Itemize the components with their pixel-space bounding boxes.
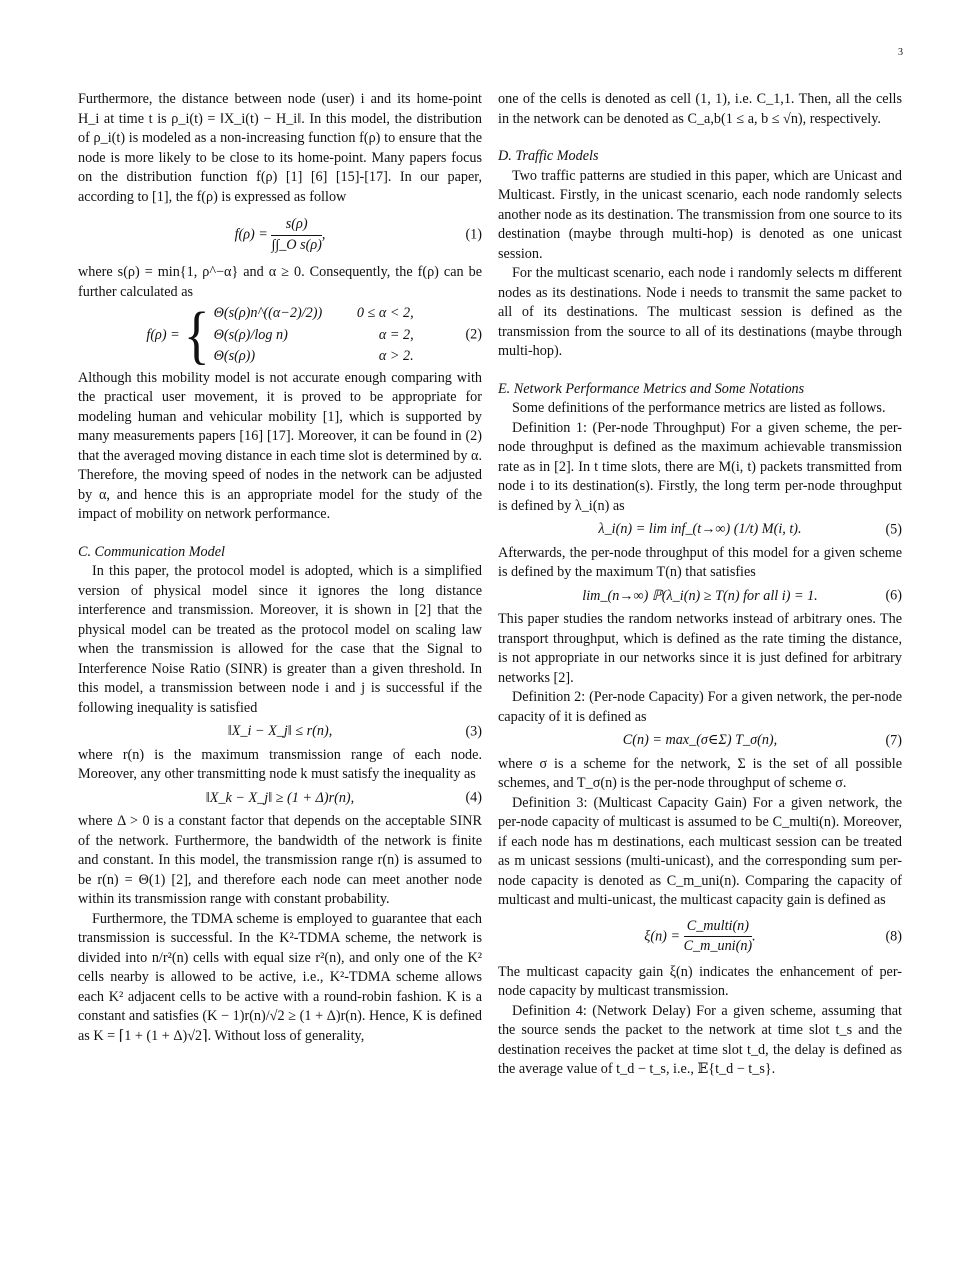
denominator: ∫∫_O s(ρ) — [271, 236, 322, 253]
equation-tail: . — [752, 927, 756, 944]
fraction — [684, 917, 753, 957]
case-expr: Θ(s(ρ)) — [213, 348, 256, 364]
numerator: C_multi(n) — [684, 917, 753, 938]
paragraph: For the multicast scenario, each node i randomly selects m different nodes as its destinations. Node i needs to transmit the same packet to all of its destinations. The multicast session is defined as the transmission from the source to all of its destinations (maybe through multi-hop). — [498, 265, 902, 359]
equation-4 — [78, 789, 482, 809]
equation-lhs: f(ρ) = — [234, 226, 272, 243]
equation-number: (1) — [465, 226, 482, 243]
paragraph: Two traffic patterns are studied in this paper, which are Unicast and Multicast. Firstly, in the unicast scenario, each node randomly selects another node as its destination. The transmission from one source to its destination (maybe through multi-hop) is denoted as one unicast session. — [498, 167, 902, 262]
case-expr: Θ(s(ρ)n^((α−2)/2)) — [213, 305, 323, 321]
equation-number: (2) — [465, 326, 482, 343]
paragraph: Definition 1: (Per-node Throughput) For a given scheme, the per-node throughput is defined as the maximum achievable transmission rate as in [2]. In t time slots, there are M(i, t) packets transmitted from node i to its destination(s). Firstly, the long term per-node throughput is defined by λ_i(n) as — [498, 419, 902, 514]
equation-2 — [78, 299, 482, 372]
case-expr: Θ(s(ρ)/log n) — [213, 326, 288, 343]
paragraph: Furthermore, the distance between node (user) i and its home-point H_i at time t is ρ_i(t) = ‖X_i(t) − H_i‖. In this model, the distribution of ρ_i(t) is modeled as a non-increasing function f(ρ) to ensure that the node is more likely to be close to its home-point. Many papers focus on the distribution function f(ρ) [1] [6] [15]-[17]. In our paper, according to [1], the f(ρ) is expressed as follow — [78, 91, 482, 205]
cases — [146, 299, 414, 372]
case-cond: α = 2, — [378, 326, 414, 343]
paragraph: Afterwards, the per-node throughput of this model for a given scheme is defined by the maximum T(n) that satisfies — [498, 544, 902, 580]
equation-lhs: ξ(n) = — [644, 927, 684, 944]
equation-body: ‖X_k − X_j‖ ≥ (1 + Δ)r(n), — [205, 789, 355, 806]
equation-tail: , — [321, 226, 326, 243]
fraction — [271, 215, 321, 255]
equation-number: (6) — [885, 587, 902, 604]
paragraph: where s(ρ) = min{1, ρ^−α} and α ≥ 0. Consequently, the f(ρ) can be further calculated as — [78, 264, 482, 300]
paragraph: one of the cells is denoted as cell (1, 1), i.e. C_1,1. Then, all the cells in the network can be denoted as C_a,b(1 ≤ a, b ≤ √n), respectively. — [498, 91, 902, 127]
right-column — [498, 90, 902, 1080]
paragraph: Some definitions of the performance metrics are listed as follows. — [512, 400, 886, 416]
equation-number: (8) — [885, 927, 902, 944]
numerator: s(ρ) — [271, 215, 321, 236]
equation-body: lim_(n→∞) ℙ(λ_i(n) ≥ T(n) for all i) = 1. — [582, 587, 818, 604]
paragraph: The multicast capacity gain ξ(n) indicates the enhancement of per-node capacity by multicast transmission. — [498, 963, 902, 999]
paragraph: Definition 4: (Network Delay) For a given scheme, assuming that the source sends the packet to the network at time slot t_s and the destination receives the packet at time slot t_d, the delay is defined as the average value of t_d − t_s, i.e., 𝔼{t_d − t_s}. — [498, 1002, 902, 1077]
equation-body: λ_i(n) = lim inf_(t→∞) (1/t) M(i, t). — [598, 521, 802, 537]
equation-3 — [78, 722, 482, 742]
case-cond: 0 ≤ α < 2, — [356, 305, 414, 321]
equation-6 — [498, 587, 902, 607]
equation-number: (5) — [885, 521, 902, 537]
paragraph: Definition 3: (Multicast Capacity Gain) For a given network, the per-node capacity of multicast is assumed to be C_multi(n). Moreover, if each node has m destinations, each multicast session can be treated as m unicast sessions (multi-unicast), and the corresponding sum per-node capacity is denoted as C_m_uni(n). Comparing the capacity of multicast and multi-unicast, the multicast capacity gain is defined as — [498, 794, 902, 908]
paragraph: In this paper, the protocol model is adopted, which is a simplified version of physical model since it ignores the long distance interference and transmission. Moreover, it is shown in [2] that the physical model can be treated as the protocol model on scaling law when the transmission is allowed for the case that the Signal to Interference Noise Ratio (SINR) is greater than a given threshold. In this model, a transmission between node i and j is successful if the following inequality is satisfied — [78, 563, 482, 716]
equation-8 — [498, 917, 902, 957]
equation-7 — [498, 731, 902, 751]
case-row — [214, 347, 414, 367]
denominator: C_m_uni(n) — [683, 938, 753, 954]
case-rows — [214, 304, 414, 367]
equation-lhs: f(ρ) = — [146, 326, 180, 343]
equation-number: (3) — [465, 723, 482, 739]
paragraph: Definition 2: (Per-node Capacity) For a given network, the per-node capacity of it is defined as — [498, 689, 902, 725]
equation-number: (7) — [885, 732, 902, 748]
section-heading: D. Traffic Models — [498, 148, 599, 164]
case-row — [214, 326, 414, 346]
equation-5 — [498, 520, 902, 540]
section-heading: E. Network Performance Metrics and Some Notations — [498, 380, 805, 397]
brace: { — [183, 299, 210, 372]
equation-body: ‖X_i − X_j‖ ≤ r(n), — [227, 723, 333, 739]
paragraph: This paper studies the random networks instead of arbitrary ones. The transport throughput, which is defined as the rate timing the distance, is not appropriate in our networks since it is just defined for arbitrary networks [2]. — [498, 611, 902, 686]
left-column — [78, 90, 482, 1046]
equation-number: (4) — [465, 789, 482, 806]
equation-1 — [78, 215, 482, 255]
case-cond: α > 2. — [378, 348, 414, 364]
section-heading: C. Communication Model — [78, 543, 225, 560]
paragraph: where Δ > 0 is a constant factor that depends on the acceptable SINR of the network. Furthermore, the bandwidth of the network is finite and constant. In this model, the transmission range r(n) is assumed to be r(n) = Θ(1) [2], and therefore each node can meet another node within its transmission range with constant probability. — [78, 813, 482, 907]
page-number: 3 — [898, 47, 903, 58]
equation-body: C(n) = max_(σ∈Σ) T_σ(n), — [622, 732, 778, 748]
paragraph: where σ is a scheme for the network, Σ is the set of all possible schemes, and T_σ(n) is the per-node throughput of scheme σ. — [498, 755, 902, 791]
paragraph: where r(n) is the maximum transmission range of each node. Moreover, any other transmitting node k must satisfy the inequality as — [78, 746, 482, 782]
paragraph: Although this mobility model is not accurate enough comparing with the practical user movement, it is proved to be appropriate for modeling human and vehicular mobility [1], which is supported by many measurements papers [16] [17]. Moreover, it can be found in (2) that the averaged moving distance in each time slot is determined by α. Therefore, the moving speed of nodes in the network can be adjusted by α, and hence this is an appropriate model for the study of the impact of mobility on network performance. — [78, 369, 482, 522]
paragraph: Furthermore, the TDMA scheme is employed to guarantee that each transmission is successful. In the K²-TDMA scheme, the network is divided into n/r²(n) cells with equal size r²(n), and only one of the K² cells nearby is allowed to be active, i.e., K²-TDMA scheme allows each K² adjacent cells to be active with a round-robin fashion. K is a constant and satisfies (K − 1)r(n)/√2 ≥ (1 + Δ)r(n). Hence, K is defined as K = ⌈1 + (1 + Δ)√2⌉. Without loss of generality, — [78, 910, 482, 1044]
case-row — [214, 304, 414, 324]
